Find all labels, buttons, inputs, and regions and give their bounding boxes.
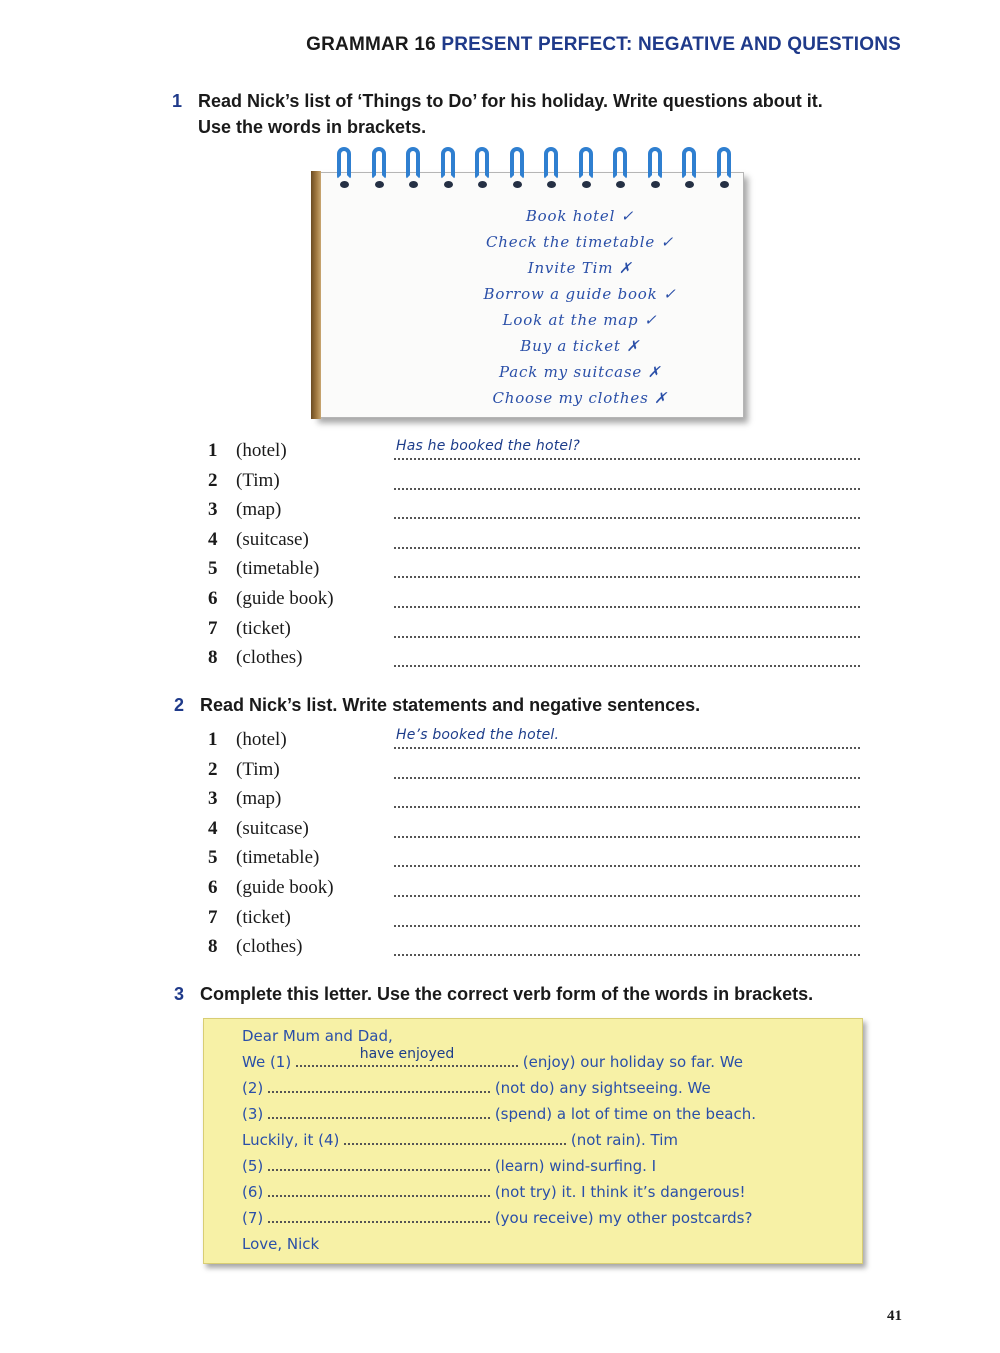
todo-item: Check the timetable ✓ [486,233,674,251]
letter-blank-1[interactable] [296,1046,518,1067]
item-number: 8 [208,936,218,958]
prompt-word: (ticket) [236,617,291,639]
answer-line[interactable] [394,777,860,779]
prompt-word: (hotel) [236,440,287,461]
prompt-word: (hotel) [236,729,287,750]
spiral-ring-icon [577,147,597,191]
item-number: 1 [208,729,218,750]
letter-line-6 [242,1183,746,1201]
exercise-2-number: 2 [174,695,185,715]
exercise-1-instruction-2: Use the words in brackets. [198,117,427,137]
item-number: 2 [208,469,218,491]
spiral-ring-icon [370,147,390,191]
exercise-3-number: 3 [174,984,185,1004]
spiral-ring-icon [404,147,424,191]
answer-line[interactable] [394,458,860,460]
statement-row [208,875,860,905]
letter-text: (you receive) my other postcards? [494,1209,753,1227]
statement-row [208,786,860,816]
letter-line-1 [242,1046,743,1071]
exercise-1-instruction: Read Nick’s list of ‘Things to Do’ for his holiday. Write questions about it. [198,91,823,111]
letter-blank-6[interactable] [268,1183,490,1197]
spiral-ring-icon [542,147,562,191]
letter-line-7 [242,1209,752,1227]
answer-line[interactable] [394,517,860,519]
grammar-topic: PRESENT PERFECT: NEGATIVE AND QUESTIONS [441,34,901,55]
prompt-word: (map) [236,788,282,810]
letter-text: Luckily, it (4) [242,1131,340,1149]
answer-line[interactable] [394,925,860,927]
letter-line-3 [242,1105,756,1123]
prompt-word: (Tim) [236,758,280,780]
letter-text: (not try) it. I think it’s dangerous! [494,1183,746,1201]
todo-item: Look at the map ✓ [502,311,658,329]
letter-greeting: Dear Mum and Dad, [242,1027,393,1045]
answer-line[interactable] [394,865,860,867]
letter-text: (6) [242,1183,264,1201]
statement-row [208,934,860,964]
todo-list [455,203,705,411]
letter-blank-4[interactable] [344,1131,566,1145]
item-number: 5 [208,558,218,580]
page-title [0,34,901,56]
exercise-2-instruction: Read Nick’s list. Write statements and negative sentences. [200,695,701,715]
letter-text: (7) [242,1209,264,1227]
prompt-word: (clothes) [236,936,303,958]
item-number: 6 [208,587,218,609]
letter-signoff: Love, Nick [242,1235,320,1253]
question-row [208,556,860,586]
exercise-1-questions [208,438,860,675]
letter-text: (enjoy) our holiday so far. We [522,1053,743,1071]
letter-text: (2) [242,1079,264,1097]
item-number: 3 [208,499,218,521]
answer-line[interactable] [394,606,860,608]
question-row [208,468,860,498]
spiral-ring-icon [335,147,355,191]
prompt-word: (timetable) [236,558,320,580]
prompt-word: (timetable) [236,847,320,869]
letter-blank-2[interactable] [268,1079,490,1093]
answer-line[interactable] [394,576,860,578]
exercise-2-heading [174,692,700,718]
letter-line-5 [242,1157,656,1175]
todo-item: Pack my suitcase ✗ [499,363,661,381]
example-answer: Has he booked the hotel? [396,438,580,454]
answer-line[interactable] [394,488,860,490]
grammar-unit-label: GRAMMAR 16 [306,34,436,55]
letter-line-2 [242,1079,711,1097]
answer-line[interactable] [394,836,860,838]
todo-item: Choose my clothes ✗ [492,389,668,407]
page-number: 41 [887,1308,902,1324]
item-number: 8 [208,647,218,669]
item-number: 4 [208,817,218,839]
item-number: 1 [208,440,218,461]
example-answer: He’s booked the hotel. [396,727,560,743]
item-number: 2 [208,758,218,780]
prompt-word: (suitcase) [236,528,309,550]
statement-row [208,905,860,935]
spiral-ring-icon [680,147,700,191]
spiral-ring-icon [611,147,631,191]
item-number: 4 [208,528,218,550]
letter-blank-5[interactable] [268,1157,490,1171]
item-number: 7 [208,906,218,928]
example-fill: have enjoyed [359,1046,455,1062]
notebook-cover-edge [311,171,321,419]
letter-text: (3) [242,1105,264,1123]
question-row [208,586,860,616]
exercise-2-statements [208,727,860,964]
item-number: 5 [208,847,218,869]
spiral-binding [335,147,735,193]
letter-line-4 [242,1131,678,1149]
todo-item: Borrow a guide book ✓ [483,285,677,303]
question-row [208,527,860,557]
question-row [208,645,860,675]
prompt-word: (suitcase) [236,817,309,839]
item-number: 3 [208,788,218,810]
answer-line[interactable] [394,665,860,667]
statement-row [208,727,860,757]
question-row [208,497,860,527]
letter-blank-7[interactable] [268,1209,490,1223]
answer-line[interactable] [394,954,860,956]
prompt-word: (clothes) [236,647,303,669]
answer-line[interactable] [394,547,860,549]
statement-row [208,816,860,846]
answer-line[interactable] [394,747,860,749]
letter-text: We (1) [242,1053,292,1071]
prompt-word: (guide book) [236,876,334,898]
prompt-word: (Tim) [236,469,280,491]
question-row [208,438,860,468]
letter-text: (learn) wind-surfing. I [494,1157,657,1175]
letter-text: (not do) any sightseeing. We [494,1079,711,1097]
spiral-ring-icon [473,147,493,191]
spiral-ring-icon [508,147,528,191]
answer-line[interactable] [394,895,860,897]
things-to-do-notebook [314,172,744,418]
spiral-ring-icon [646,147,666,191]
exercise-1-number: 1 [172,91,183,111]
prompt-word: (ticket) [236,906,291,928]
answer-line[interactable] [394,806,860,808]
exercise-3-instruction: Complete this letter. Use the correct verb form of the words in brackets. [200,984,814,1004]
exercise-1-heading [172,88,823,140]
todo-item: Invite Tim ✗ [527,259,633,277]
letter-text: (5) [242,1157,264,1175]
todo-item: Book hotel ✓ [525,207,635,225]
letter-text: (spend) a lot of time on the beach. [494,1105,757,1123]
letter-text: (not rain). Tim [570,1131,679,1149]
question-row [208,616,860,646]
postcard-letter [203,1018,863,1264]
item-number: 7 [208,617,218,639]
statement-row [208,757,860,787]
spiral-ring-icon [715,147,735,191]
exercise-3-heading [174,981,813,1007]
spiral-ring-icon [439,147,459,191]
prompt-word: (map) [236,499,282,521]
statement-row [208,845,860,875]
answer-line[interactable] [394,636,860,638]
item-number: 6 [208,876,218,898]
todo-item: Buy a ticket ✗ [520,337,640,355]
prompt-word: (guide book) [236,587,334,609]
letter-blank-3[interactable] [268,1105,490,1119]
